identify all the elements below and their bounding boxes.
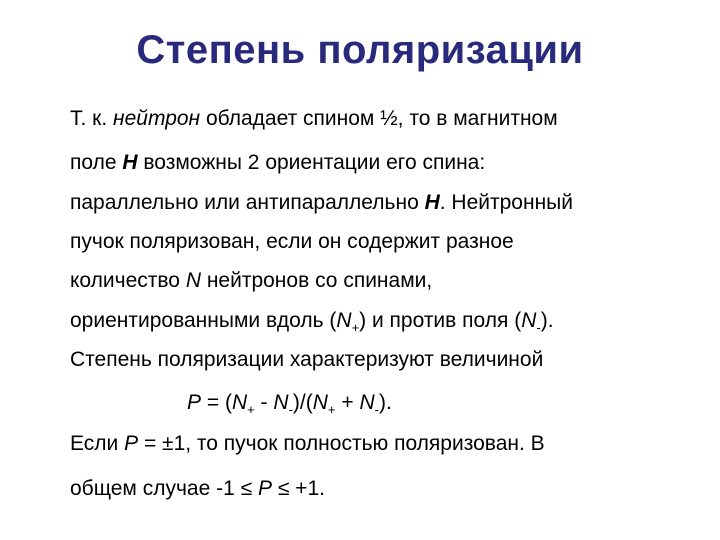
text: ориентированными вдоль (	[70, 309, 337, 332]
text: )/(	[292, 391, 313, 414]
text: ≤ +1.	[271, 477, 325, 500]
slide-title: Степень поляризации	[136, 28, 584, 72]
text: обладает спином ½, то в магнитном	[200, 107, 558, 130]
text-line-6	[70, 308, 554, 334]
symbol-N: N	[185, 269, 201, 292]
symbol-N: N	[312, 391, 328, 414]
text: Т. к.	[70, 107, 114, 130]
text: количество	[70, 269, 186, 292]
symbol-P: P	[257, 477, 272, 500]
italic-term: нейтрон	[113, 107, 201, 130]
text: ).	[540, 309, 554, 332]
symbol-N: N	[359, 391, 375, 414]
text: возможны 2 ориентации его спина:	[137, 151, 486, 174]
text-line-1	[70, 106, 558, 132]
text: нейтронов со спинами,	[200, 269, 433, 292]
text: = ±1, то пучок полностью поляризован. В	[138, 432, 545, 455]
subscript: +	[327, 402, 336, 417]
text: . Нейтронный	[439, 191, 574, 214]
text: поле	[70, 151, 123, 174]
text-line-9	[70, 431, 545, 457]
symbol-N: N	[231, 391, 248, 414]
symbol-N: N	[273, 391, 289, 414]
text-line-7: Степень поляризации характеризуют величиной	[70, 348, 544, 371]
symbol-N: N	[336, 309, 352, 332]
formula-line	[187, 390, 392, 416]
text: ) и против поля (	[359, 309, 522, 332]
subscript: -	[374, 402, 379, 417]
subscript: -	[536, 320, 541, 335]
subscript: +	[247, 402, 255, 417]
symbol-H: H	[122, 151, 138, 174]
text-line-3	[70, 190, 573, 216]
text: ).	[378, 391, 392, 414]
text: +	[335, 391, 360, 414]
text: параллельно или антипараллельно	[70, 191, 425, 214]
text: общем случае -1 ≤	[70, 477, 258, 500]
symbol-N: N	[521, 309, 537, 332]
text: -	[254, 391, 274, 414]
subscript: -	[288, 402, 293, 417]
symbol-P: P	[124, 432, 139, 455]
text-line-10	[70, 476, 325, 502]
text-line-5	[70, 268, 432, 294]
text-line-2	[70, 150, 485, 176]
symbol-H: H	[424, 191, 440, 214]
text-line-4: пучок поляризован, если он содержит разное	[70, 230, 514, 253]
subscript: +	[351, 320, 360, 335]
symbol-P: P	[187, 391, 202, 414]
text: = (	[201, 391, 232, 414]
text: Если	[70, 432, 125, 455]
